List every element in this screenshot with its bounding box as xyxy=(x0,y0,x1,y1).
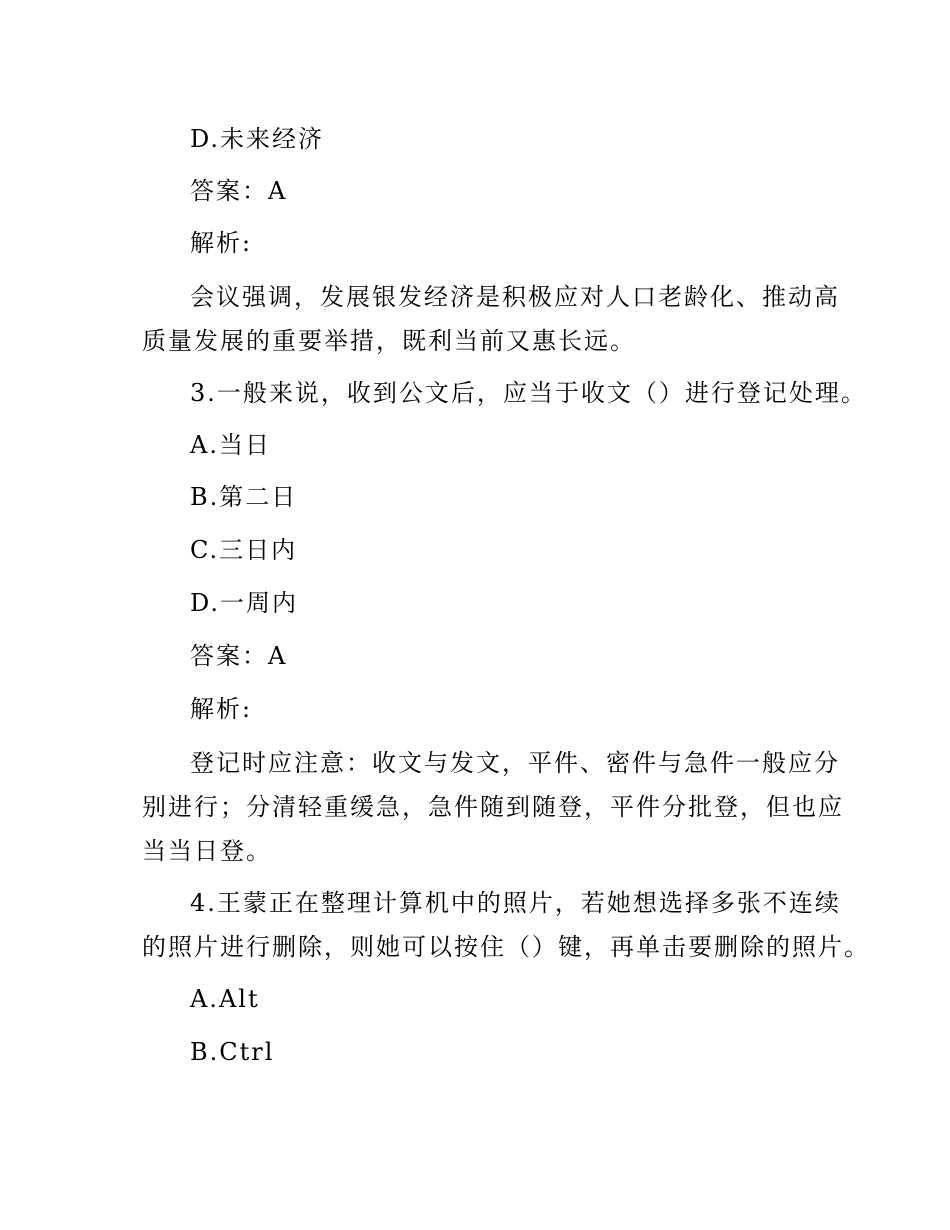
q3-analysis-line-2: 别进行；分清轻重缓急，急件随到随登，平件分批登，但也应 xyxy=(142,793,844,821)
q4-question-line-1: 4.王蒙正在整理计算机中的照片，若她想选择多张不连续 xyxy=(190,889,841,917)
q4-question-line-2: 的照片进行删除，则她可以按住（）键，再单击要删除的照片。 xyxy=(142,933,870,961)
q3-analysis-line-3: 当当日登。 xyxy=(142,837,272,865)
q3-option-c: C.三日内 xyxy=(190,536,298,564)
q3-option-d: D.一周内 xyxy=(190,589,299,617)
q3-answer: 答案：A xyxy=(190,642,288,670)
q3-analysis-line-1: 登记时应注意：收文与发文，平件、密件与急件一般应分 xyxy=(190,749,840,777)
q2-analysis-line-1: 会议强调，发展银发经济是积极应对人口老龄化、推动高 xyxy=(190,283,840,311)
q2-option-d: D.未来经济 xyxy=(190,125,325,153)
q3-question: 3.一般来说，收到公文后，应当于收文（）进行登记处理。 xyxy=(190,379,867,407)
q3-analysis-label: 解析: xyxy=(190,695,253,723)
q2-analysis-label: 解析: xyxy=(190,229,253,257)
q2-analysis-line-2: 质量发展的重要举措，既利当前又惠长远。 xyxy=(142,327,636,355)
q3-option-a: A.当日 xyxy=(190,431,271,459)
q4-option-b: B.Ctrl xyxy=(190,1038,275,1066)
q4-option-a: A.Alt xyxy=(190,985,260,1013)
q3-option-b: B.第二日 xyxy=(190,483,298,511)
q2-answer: 答案：A xyxy=(190,177,288,205)
